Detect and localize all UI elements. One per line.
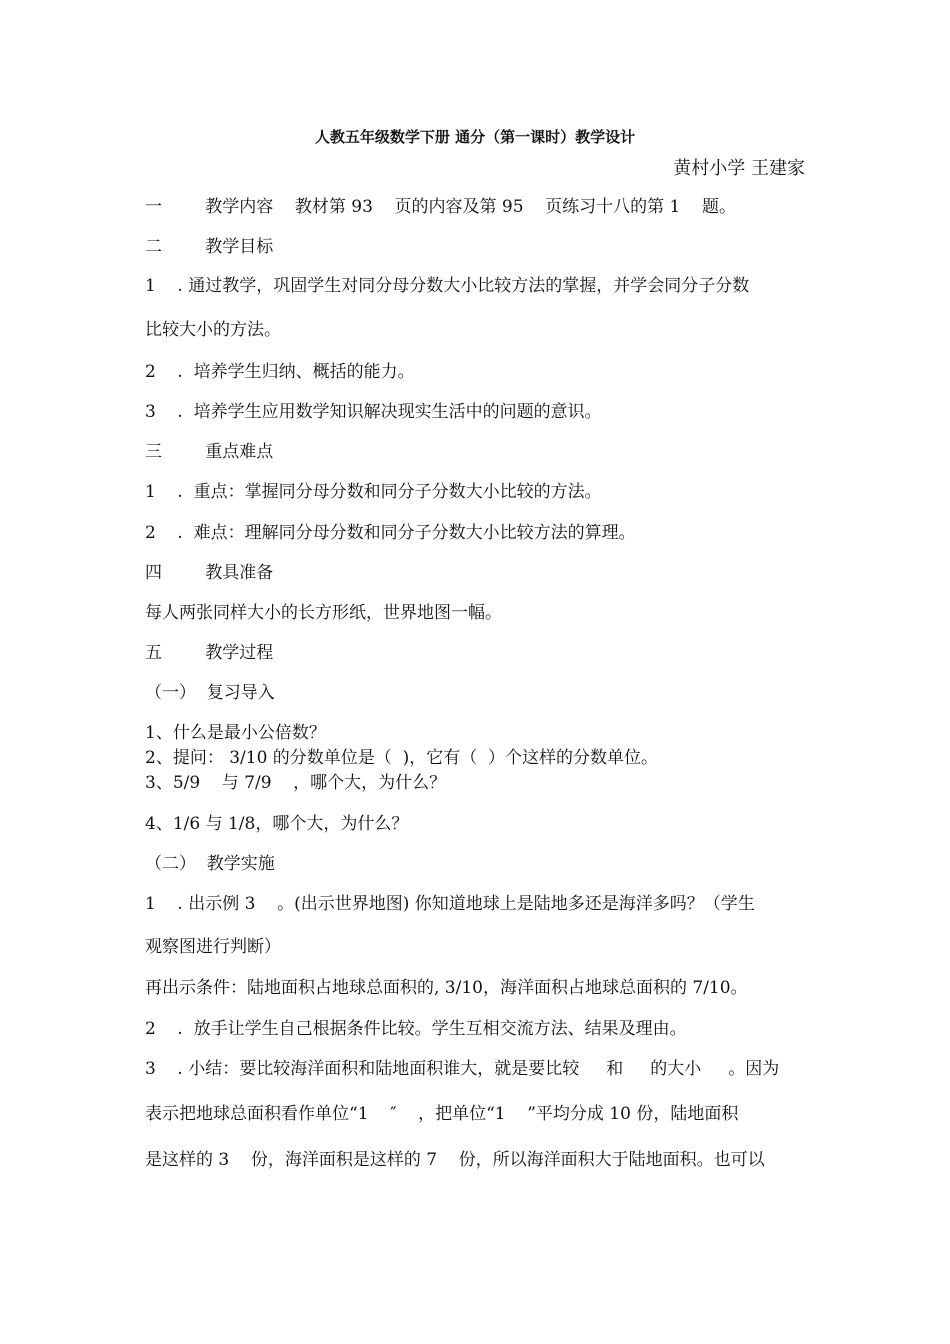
text-line: （二） 教学实施 bbox=[145, 854, 275, 874]
text-line: 2 . 培养学生归纳、概括的能力。 bbox=[145, 362, 415, 382]
text-line: 4、1/6 与 1/8，哪个大，为什么？ bbox=[145, 814, 409, 834]
text-line: 2 . 难点：理解同分母分数和同分子分数大小比较方法的算理。 bbox=[145, 523, 636, 543]
text-line: （一） 复习导入 bbox=[145, 683, 275, 703]
text-line: 1 . 出示例 3 。(出示世界地图) 你知道地球上是陆地多还是海洋多吗？（学生 bbox=[145, 894, 755, 914]
text-line: 二 教学目标 bbox=[145, 237, 274, 257]
author-line: 黄村小学 王建家 bbox=[673, 158, 805, 179]
text-line: 比较大小的方法。 bbox=[145, 320, 281, 340]
text-line: 3 . 小结：要比较海洋面积和陆地面积谁大，就是要比较 和 的大小 。因为 bbox=[145, 1059, 780, 1079]
text-line: 1、什么是最小公倍数？ bbox=[145, 723, 326, 743]
text-line: 3、5/9 与 7/9 ，哪个大，为什么？ bbox=[145, 773, 447, 793]
text-line: 1 . 重点：掌握同分母分数和同分子分数大小比较的方法。 bbox=[145, 482, 602, 502]
document-title: 人教五年级数学下册 通分（第一课时）教学设计 bbox=[314, 128, 636, 146]
text-line: 每人两张同样大小的长方形纸，世界地图一幅。 bbox=[145, 603, 502, 623]
text-line: 2、提问： 3/10 的分数单位是（ )，它有（ ）个这样的分数单位。 bbox=[145, 748, 659, 768]
text-line: 表示把地球总面积看作单位“1 ″ ，把单位“1 ”平均分成 10 份，陆地面积 bbox=[145, 1104, 739, 1124]
text-line: 1 . 通过教学，巩固学生对同分母分数大小比较方法的掌握，并学会同分子分数 bbox=[145, 276, 750, 296]
text-line: 一 教学内容 教材第 93 页的内容及第 95 页练习十八的第 1 题。 bbox=[145, 197, 736, 217]
text-line: 2 . 放手让学生自己根据条件比较。学生互相交流方法、结果及理由。 bbox=[145, 1019, 687, 1039]
text-line: 五 教学过程 bbox=[145, 643, 274, 663]
text-line: 3 . 培养学生应用数学知识解决现实生活中的问题的意识。 bbox=[145, 402, 602, 422]
text-line: 是这样的 3 份，海洋面积是这样的 7 份，所以海洋面积大于陆地面积。也可以 bbox=[145, 1150, 765, 1170]
text-line: 观察图进行判断） bbox=[145, 937, 281, 957]
text-line: 四 教具准备 bbox=[145, 563, 274, 583]
text-line: 三 重点难点 bbox=[145, 442, 274, 462]
text-line: 再出示条件：陆地面积占地球总面积的, 3/10，海洋面积占地球总面积的 7/10。 bbox=[145, 978, 748, 998]
